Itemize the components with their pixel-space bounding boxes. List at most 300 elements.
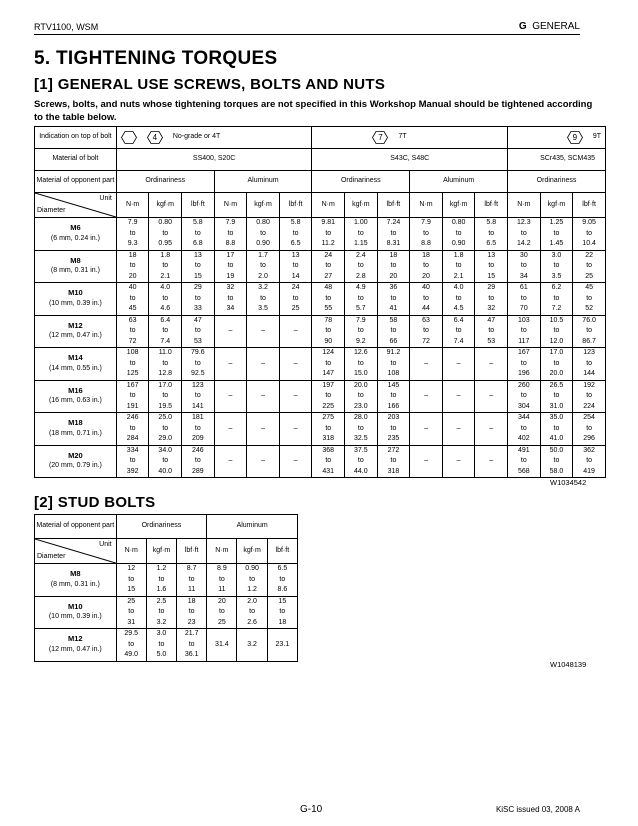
torque-value-cell — [573, 348, 606, 381]
value-text: 197 — [322, 381, 335, 389]
value-text: 167 — [126, 381, 139, 389]
value-text: 25 — [217, 618, 226, 626]
value-text: 24 — [324, 251, 333, 259]
torque-value-cell — [573, 315, 606, 348]
value-text: 11.0 — [158, 349, 172, 356]
stud-bolt-torque-table — [34, 514, 298, 662]
value-text: 12 — [127, 565, 136, 572]
value-text: 8.7 — [186, 565, 197, 572]
unit-diameter-cell — [35, 539, 117, 564]
value-text: to — [553, 327, 560, 334]
value-text: 196 — [517, 370, 530, 377]
value-text: 22 — [585, 251, 594, 259]
value-text: to — [553, 294, 560, 302]
value-text: 6.5 — [486, 240, 497, 247]
value-text: 402 — [517, 435, 530, 442]
header-section — [519, 21, 580, 32]
torque-value-cell — [345, 315, 378, 348]
header-rule — [34, 34, 580, 35]
general-torque-table — [34, 126, 606, 478]
torque-value-cell — [508, 348, 541, 381]
value-text: 18 — [187, 597, 196, 605]
value-text: to — [390, 457, 397, 464]
value-text: 25 — [291, 305, 300, 312]
value-text: 0.95 — [158, 240, 173, 247]
value-text: to — [194, 327, 201, 334]
value-text: to — [227, 262, 234, 269]
value-text: to — [260, 229, 266, 237]
value-text: 29 — [487, 284, 496, 291]
torque-value-cell — [540, 315, 573, 348]
value-text: 275 — [322, 414, 335, 421]
torque-value-cell — [214, 445, 247, 478]
value-text: to — [292, 229, 299, 237]
value-text: – — [489, 457, 494, 464]
value-text: 124 — [322, 349, 335, 356]
unit-label: Unit — [99, 541, 112, 548]
diameter-cell — [35, 596, 117, 629]
value-text: to — [357, 392, 364, 399]
value-text: to — [586, 457, 593, 464]
value-text: 92.5 — [191, 370, 205, 377]
value-text: 18 — [389, 251, 398, 259]
value-text: – — [456, 359, 461, 367]
value-text: 58.0 — [549, 467, 564, 475]
value-text: to — [227, 229, 234, 237]
value-text: 6.2 — [551, 284, 562, 291]
unit-header: lbf·ft — [279, 193, 312, 218]
value-text: 1.6 — [156, 586, 167, 593]
torque-value-cell — [237, 564, 267, 597]
value-text: 12.3 — [517, 219, 531, 226]
table-row — [35, 445, 606, 478]
value-text: 147 — [322, 370, 335, 377]
opponent-part: Aluminum — [410, 171, 508, 193]
value-text: to — [488, 327, 495, 334]
torque-value-cell — [182, 445, 215, 478]
torque-value-cell — [182, 413, 215, 446]
value-text: to — [586, 229, 593, 237]
value-text: 6.4 — [453, 316, 464, 324]
bolt-size: M8 — [70, 255, 81, 265]
value-text: to — [325, 457, 332, 464]
value-text: 8.8 — [225, 240, 236, 247]
value-text: 49.0 — [124, 651, 139, 658]
value-text: to — [249, 575, 255, 583]
value-text: 0.90 — [451, 240, 466, 247]
value-text: to — [325, 262, 332, 269]
torque-value-cell — [182, 283, 215, 316]
value-text: – — [489, 424, 494, 432]
value-text: to — [218, 575, 225, 583]
value-text: 47 — [487, 316, 496, 324]
value-text: 15 — [487, 272, 496, 280]
value-text: 29 — [193, 284, 202, 291]
diameter-cell — [35, 250, 117, 283]
bolt-size: M12 — [68, 634, 83, 644]
value-text: 362 — [583, 446, 595, 454]
value-text: 25 — [127, 597, 136, 605]
value-text: 25.0 — [158, 414, 173, 421]
material-bolt-row — [35, 149, 606, 171]
torque-value-cell — [312, 348, 345, 381]
torque-value-cell — [540, 413, 573, 446]
value-text: to — [357, 457, 364, 464]
value-text: – — [489, 359, 494, 367]
torque-value-cell — [247, 315, 280, 348]
bolt-grade-label: 9T — [592, 133, 601, 141]
value-text: 70 — [519, 305, 528, 312]
value-text: 192 — [583, 381, 595, 389]
value-text: 103 — [517, 316, 530, 324]
value-text: – — [261, 327, 265, 334]
opponent-part: Aluminum — [207, 515, 298, 539]
value-text: – — [228, 359, 233, 367]
value-text: 12.0 — [549, 337, 564, 345]
torque-value-cell — [475, 315, 508, 348]
value-text: to — [194, 359, 201, 367]
value-text: 7.2 — [551, 305, 562, 312]
value-text: to — [292, 262, 299, 269]
diameter-cell — [35, 564, 117, 597]
bolt-size: M10 — [68, 288, 83, 298]
value-text: 58 — [389, 316, 398, 324]
torque-value-cell — [508, 250, 541, 283]
value-text: 5.8 — [290, 219, 301, 226]
value-text: 4.9 — [355, 284, 366, 291]
value-text: 3.2 — [258, 284, 268, 291]
bolt-dimension: (18 mm, 0.71 in.) — [48, 429, 102, 437]
bolt-size: M8 — [70, 569, 81, 579]
diameter-cell — [35, 315, 117, 348]
value-text: 491 — [517, 446, 530, 454]
value-text: to — [129, 294, 136, 302]
value-text: 35.0 — [549, 414, 564, 421]
value-text: to — [423, 327, 429, 334]
value-text: 18 — [128, 251, 137, 259]
value-text: to — [194, 424, 201, 432]
value-text: 145 — [387, 381, 400, 389]
value-text: to — [455, 327, 462, 334]
value-text: 235 — [387, 435, 400, 442]
torque-value-cell — [116, 596, 146, 629]
torque-value-cell — [377, 218, 410, 251]
unit-header: lbf·ft — [475, 193, 508, 218]
value-text: 41 — [389, 305, 398, 312]
torque-value-cell — [207, 629, 237, 662]
value-text: to — [357, 262, 364, 269]
value-text: 224 — [583, 402, 595, 410]
value-text: 79.6 — [191, 349, 205, 356]
value-text: 304 — [517, 402, 530, 410]
torque-value-cell — [508, 315, 541, 348]
unit-header: kgf·m — [237, 539, 267, 564]
value-text: 108 — [126, 349, 139, 356]
value-text: 272 — [387, 446, 400, 454]
value-text: – — [261, 359, 265, 367]
value-text: to — [325, 424, 332, 432]
torque-value-cell — [442, 380, 475, 413]
value-text: 52 — [585, 305, 594, 312]
torque-value-cell — [146, 564, 176, 597]
table-row — [35, 218, 606, 251]
torque-value-cell — [345, 413, 378, 446]
value-text: 19.5 — [158, 402, 173, 410]
torque-value-cell — [207, 564, 237, 597]
unit-header: N·m — [410, 193, 443, 218]
unit-diameter-cell — [35, 193, 117, 218]
value-text: 246 — [192, 446, 204, 454]
torque-value-cell — [116, 315, 149, 348]
torque-value-cell — [182, 250, 215, 283]
torque-value-cell — [410, 348, 443, 381]
value-text: 32 — [226, 284, 235, 291]
torque-value-cell — [312, 380, 345, 413]
bolt-grade-symbol: 4 — [152, 133, 158, 142]
value-text: 344 — [517, 414, 530, 421]
value-text: 11 — [218, 586, 226, 593]
value-text: to — [128, 575, 135, 583]
value-text: 11.2 — [321, 240, 335, 247]
value-text: to — [390, 294, 397, 302]
page-title: 5. TIGHTENING TORQUES — [34, 48, 278, 69]
value-text: to — [129, 229, 136, 237]
value-text: 34 — [519, 272, 528, 280]
torque-value-cell — [279, 445, 312, 478]
value-text: 7.9 — [421, 219, 431, 226]
value-text: 568 — [517, 467, 530, 475]
torque-value-cell — [442, 283, 475, 316]
value-text: to — [279, 608, 286, 615]
torque-value-cell — [279, 218, 312, 251]
value-text: to — [553, 457, 560, 464]
value-text: 17 — [226, 251, 235, 259]
torque-value-cell — [116, 348, 149, 381]
value-text: 7.24 — [386, 219, 401, 226]
value-text: 33 — [193, 305, 202, 312]
value-text: to — [249, 608, 255, 615]
value-text: 14 — [291, 272, 300, 280]
value-text: 23.1 — [275, 640, 290, 648]
value-text: to — [325, 294, 332, 302]
bolt-grade-label: No-grade or 4T — [172, 133, 221, 141]
value-text: 7.4 — [453, 337, 464, 345]
value-text: to — [586, 294, 593, 302]
value-text: 260 — [517, 381, 530, 389]
value-text: to — [129, 359, 136, 367]
value-text: 41.0 — [549, 435, 564, 442]
torque-value-cell — [540, 380, 573, 413]
value-text: 23 — [187, 618, 196, 626]
intro-text: Screws, bolts, and nuts whose tightening torques are not specified in this Workshop Manual should be tightened according to the table below. — [34, 99, 593, 123]
value-text: – — [293, 457, 298, 464]
value-text: to — [129, 457, 136, 464]
value-text: 10.4 — [582, 240, 596, 247]
torque-value-cell — [214, 250, 247, 283]
value-text: 15 — [278, 597, 287, 605]
table-row — [35, 380, 606, 413]
value-text: 5.7 — [355, 305, 366, 312]
value-text: 6.4 — [160, 316, 171, 324]
value-text: – — [228, 457, 233, 464]
value-text: 31.0 — [549, 402, 564, 410]
value-text: 10.5 — [549, 316, 564, 324]
value-text: 141 — [192, 402, 204, 410]
torque-value-cell — [540, 283, 573, 316]
torque-value-cell — [573, 283, 606, 316]
value-text: 72 — [128, 337, 137, 345]
value-text: to — [129, 327, 136, 334]
torque-value-cell — [573, 380, 606, 413]
torque-value-cell — [237, 629, 267, 662]
value-text: 20 — [128, 272, 137, 280]
torque-value-cell — [279, 380, 312, 413]
value-text: 3.0 — [551, 251, 562, 259]
value-text: to — [488, 262, 495, 269]
value-text: 289 — [192, 467, 204, 475]
value-text: to — [357, 229, 364, 237]
torque-value-cell — [279, 315, 312, 348]
value-text: 4.0 — [160, 284, 171, 291]
torque-value-cell — [149, 380, 182, 413]
value-text: 20 — [217, 597, 226, 605]
bolt-mark-cell — [312, 127, 508, 149]
torque-value-cell — [540, 445, 573, 478]
value-text: 2.8 — [355, 272, 366, 280]
value-text: to — [520, 294, 527, 302]
value-text: 25 — [585, 272, 594, 280]
value-text: 123 — [192, 381, 204, 389]
diameter-cell — [35, 629, 117, 662]
value-text: to — [129, 392, 136, 399]
value-text: 9.2 — [355, 337, 366, 345]
value-text: to — [325, 229, 332, 237]
diameter-cell — [35, 348, 117, 381]
bolt-size: M16 — [68, 385, 83, 395]
value-text: 392 — [126, 467, 139, 475]
unit-header: N·m — [116, 539, 146, 564]
value-text: to — [188, 608, 195, 615]
torque-value-cell — [573, 445, 606, 478]
torque-value-cell — [377, 283, 410, 316]
bolt-dimension: (10 mm, 0.39 in.) — [48, 613, 102, 621]
torque-value-cell — [247, 218, 280, 251]
value-text: 55 — [324, 305, 333, 312]
torque-value-cell — [410, 380, 443, 413]
value-text: 1.7 — [258, 251, 268, 259]
opponent-part: Ordinariness — [508, 171, 606, 193]
torque-value-cell — [182, 348, 215, 381]
value-text: 246 — [126, 414, 139, 421]
value-text: 53 — [487, 337, 496, 345]
value-text: to — [162, 424, 169, 432]
value-text: 76.0 — [582, 316, 596, 324]
value-text: 63 — [422, 316, 430, 324]
value-text: to — [553, 359, 560, 367]
unit-header: lbf·ft — [177, 539, 207, 564]
value-text: – — [261, 392, 265, 399]
table-row — [35, 564, 298, 597]
value-text: 32.5 — [354, 435, 368, 442]
torque-value-cell — [177, 596, 207, 629]
value-text: 296 — [583, 435, 595, 442]
value-text: 91.2 — [386, 349, 401, 356]
value-text: 6.8 — [192, 240, 203, 247]
value-text: 3.5 — [551, 272, 562, 280]
value-text: to — [390, 359, 397, 367]
value-text: 0.90 — [245, 565, 259, 572]
torque-value-cell — [237, 596, 267, 629]
value-text: 6.5 — [277, 565, 288, 572]
value-text: 34 — [226, 305, 235, 312]
value-text: to — [488, 294, 495, 302]
torque-value-cell — [116, 283, 149, 316]
torque-value-cell — [540, 250, 573, 283]
value-text: 334 — [126, 446, 139, 454]
value-text: 8.31 — [386, 240, 401, 247]
torque-value-cell — [116, 629, 146, 662]
value-text: to — [162, 294, 169, 302]
value-text: 1.8 — [453, 251, 464, 259]
value-text: 191 — [126, 402, 139, 410]
value-text: 2.1 — [160, 272, 171, 280]
value-text: 2.6 — [247, 618, 257, 626]
unit-header: N·m — [207, 539, 237, 564]
unit-header: lbf·ft — [573, 193, 606, 218]
unit-header: kgf·m — [442, 193, 475, 218]
torque-value-cell — [149, 315, 182, 348]
unit-header: N·m — [312, 193, 345, 218]
bolt-mark-cell — [116, 127, 312, 149]
value-text: 29.0 — [158, 435, 173, 442]
torque-value-cell — [377, 348, 410, 381]
bolt-material: S43C, S48C — [312, 149, 508, 171]
torque-value-cell — [312, 315, 345, 348]
value-text: 44 — [422, 305, 430, 312]
value-text: 4.6 — [160, 305, 171, 312]
torque-value-cell — [149, 413, 182, 446]
value-text: – — [489, 392, 494, 399]
material-bolt-label: Material of bolt — [35, 149, 117, 171]
value-text: 7.9 — [127, 219, 138, 226]
value-text: 431 — [322, 467, 335, 475]
value-text: 61 — [519, 284, 528, 291]
value-text: 12.6 — [354, 349, 368, 356]
bolt-dimension: (14 mm, 0.55 in.) — [48, 364, 102, 372]
value-text: 6.5 — [290, 240, 301, 247]
value-text: 3.2 — [156, 618, 167, 626]
torque-value-cell — [410, 445, 443, 478]
torque-value-cell — [540, 348, 573, 381]
torque-value-cell — [149, 445, 182, 478]
value-text: 368 — [322, 446, 335, 454]
torque-value-cell — [149, 218, 182, 251]
torque-value-cell — [573, 218, 606, 251]
bolt-material: SS400, S20C — [116, 149, 312, 171]
value-text: 15 — [193, 272, 202, 280]
value-text: 1.2 — [156, 565, 167, 572]
value-text: 166 — [387, 402, 400, 410]
bolt-dimension: (12 mm, 0.47 in.) — [48, 332, 102, 340]
torque-value-cell — [377, 413, 410, 446]
value-text: to — [188, 575, 195, 583]
torque-value-cell — [508, 218, 541, 251]
value-text: to — [279, 575, 286, 583]
torque-value-cell — [345, 380, 378, 413]
indication-row — [35, 127, 606, 149]
value-text: – — [228, 424, 233, 432]
value-text: 44.0 — [354, 467, 368, 475]
